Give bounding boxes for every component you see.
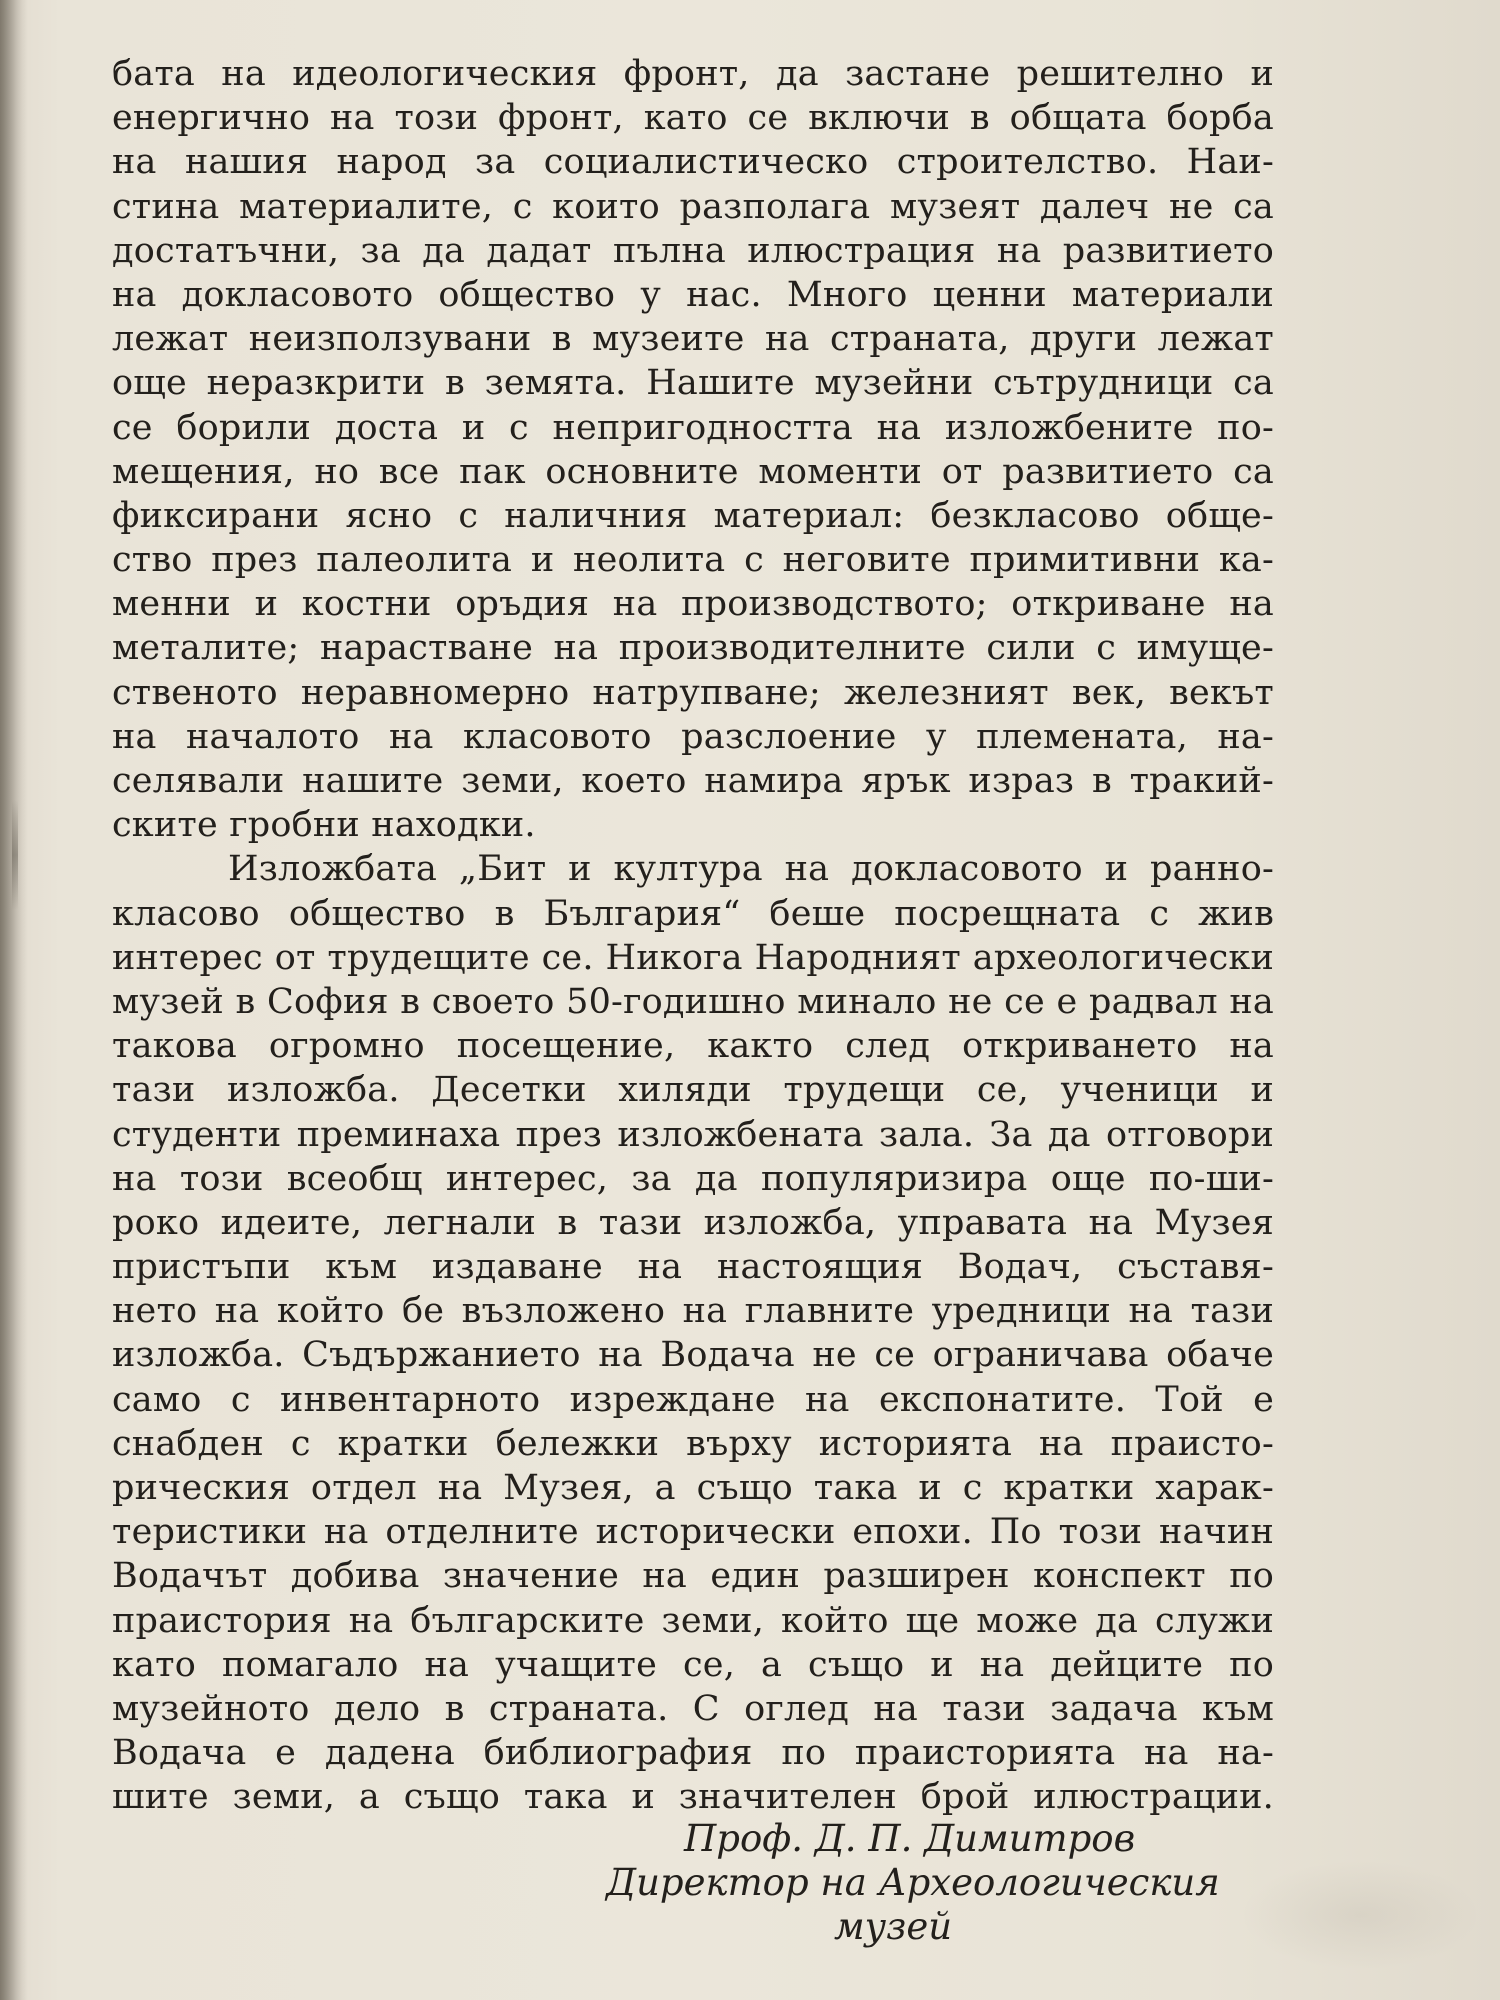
text-line: класово общество в България“ беше посрещната с жив xyxy=(112,893,1274,934)
text-line: на докласовото общество у нас. Много ценни материали xyxy=(112,274,1274,315)
signature-name: Проф. Д. П. Димитров xyxy=(684,1817,1136,1860)
text-line: теристики на отделните исторически епохи. По този начин xyxy=(112,1512,1274,1553)
text-line: ственото неравномерно натрупване; железният век, векът xyxy=(112,672,1274,713)
text-line: рическия отдел на Музея, а също така и с кратки харак- xyxy=(112,1468,1274,1508)
text-line: бата на идеологическия фронт, да застане решително и xyxy=(112,54,1274,94)
page-fold-mark xyxy=(12,800,18,910)
text-line: на този всеобщ интерес, за да популяризира още по-ши- xyxy=(112,1158,1274,1199)
text-line: праистория на българските земи, който ще може да служи xyxy=(112,1600,1274,1641)
text-line: музейното дело в страната. С оглед на тази задача към xyxy=(112,1688,1274,1729)
text-line: роко идеите, легнали в тази изложба, управата на Музея xyxy=(112,1202,1274,1243)
text-line: стина материалите, с които разполага музеят далеч не са xyxy=(112,186,1274,227)
text-line: лежат неизползувани в музеите на страната, други лежат xyxy=(112,319,1274,360)
text-line: музей в София в своето 50-годишно минало не се е радвал на xyxy=(112,981,1274,1022)
signature-institution: музей xyxy=(834,1905,953,1948)
paragraph-start-line: Изложбата „Бит и култура на докласовото и ранно- xyxy=(228,849,1274,890)
paper-bleed-through xyxy=(1240,1860,1480,1970)
text-line: студенти преминаха през изложбената зала. За да отговори xyxy=(112,1114,1274,1155)
text-line: шите земи, а също така и значителен брой илюстрации. xyxy=(112,1777,1274,1818)
text-line: на нашия народ за социалистическо строителство. Наи- xyxy=(112,142,1274,183)
text-line: такова огромно посещение, както след откриването на xyxy=(112,1026,1274,1067)
signature-title: Директор на Археологическия xyxy=(606,1861,1220,1904)
text-line: менни и костни оръдия на производството; откриване на xyxy=(112,584,1274,625)
text-line: Водача е дадена библиография по праисторията на на- xyxy=(112,1733,1274,1774)
text-line: интерес от трудещите се. Никога Народният археологически xyxy=(112,937,1274,978)
text-line: като помагало на учащите се, а също и на дейците по xyxy=(112,1644,1274,1685)
text-line: Водачът добива значение на един разширен конспект по xyxy=(112,1556,1274,1597)
text-line: фиксирани ясно с наличния материал: безкласово обще- xyxy=(112,495,1274,536)
text-line: снабден с кратки бележки върху историята на праисто- xyxy=(112,1423,1274,1464)
text-line: нето на който бе възложено на главните уредници на тази xyxy=(112,1291,1274,1332)
text-line: изложба. Съдържанието на Водача не се ограничава обаче xyxy=(112,1335,1274,1376)
text-line: достатъчни, за да дадат пълна илюстрация на развитието xyxy=(112,230,1274,271)
document-page xyxy=(112,52,1274,1948)
text-line: тази изложба. Десетки хиляди трудещи се, ученици и xyxy=(112,1070,1274,1111)
paragraph-end-line: ските гробни находки. xyxy=(112,805,536,846)
text-line: на началото на класовото разслоение у племената, на- xyxy=(112,716,1274,757)
text-line: още неразкрити в земята. Нашите музейни сътрудници са xyxy=(112,363,1274,404)
text-line: селявали нашите земи, което намира ярък израз в тракий- xyxy=(112,761,1274,801)
book-spine-shadow xyxy=(0,0,28,2000)
text-line: мещения, но все пак основните моменти от развитието са xyxy=(112,451,1274,492)
text-line: пристъпи към издаване на настоящия Водач, съставя- xyxy=(112,1247,1274,1288)
text-line: ство през палеолита и неолита с неговите примитивни ка- xyxy=(112,540,1274,581)
text-line: енергично на този фронт, като се включи в общата борба xyxy=(112,98,1274,139)
text-line: металите; нарастване на производителните сили с имуще- xyxy=(112,628,1274,669)
body-text xyxy=(112,52,1274,1820)
text-line: се борили доста и с непригодността на изложбените по- xyxy=(112,407,1274,448)
text-line: само с инвентарното изреждане на експонатите. Той е xyxy=(112,1379,1274,1420)
